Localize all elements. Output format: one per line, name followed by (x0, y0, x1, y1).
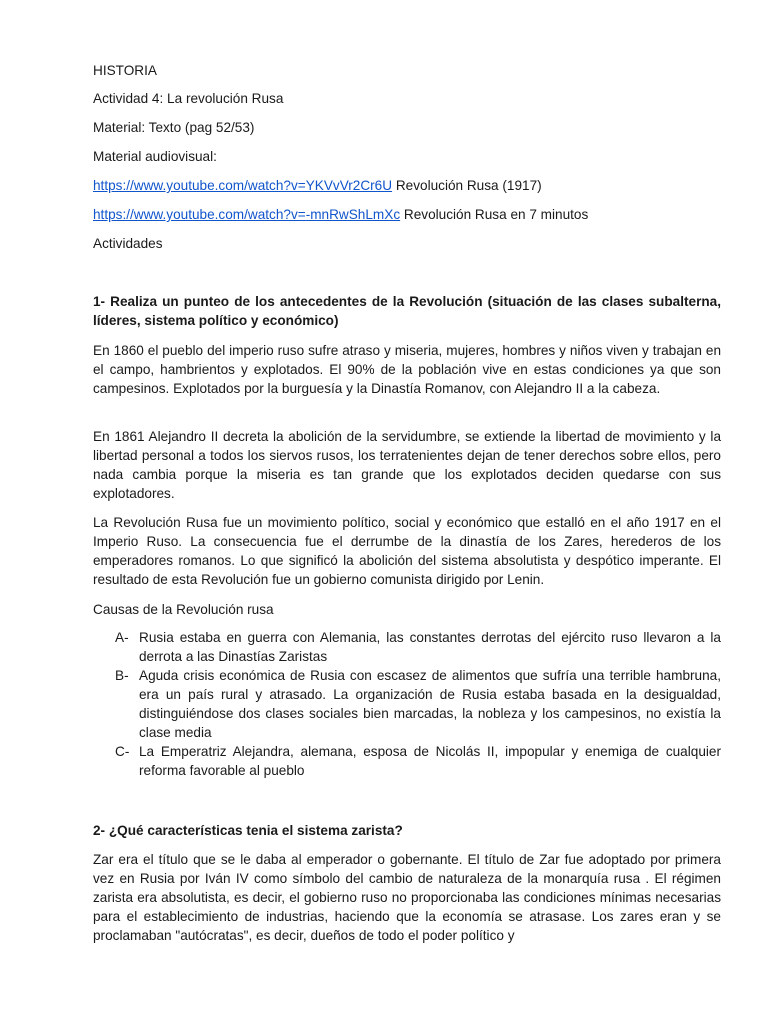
q1-paragraph-1: En 1860 el pueblo del imperio ruso sufre atraso y miseria, mujeres, hombres y niños viven y trabajan en el campo, hambrientos y explotados. El 90% de la población vive en estas condiciones ya que son campesinos. Explotados por la burguesía y la Dinastía Romanov, con Alejandro II a la cabeza. (93, 343, 721, 396)
video-link-2[interactable]: https://www.youtube.com/watch?v=-mnRwShLmXc (93, 207, 401, 222)
video-link-1[interactable]: https://www.youtube.com/watch?v=YKVvVr2Cr6U (93, 178, 393, 193)
activity-title: Actividad 4: La revolución Rusa (93, 91, 284, 106)
list-marker: C- (115, 744, 130, 759)
material-text: Material: Texto (pag 52/53) (93, 120, 255, 135)
list-marker: B- (115, 668, 129, 683)
video-link-2-desc: Revolución Rusa en 7 minutos (400, 207, 589, 222)
question-2-title: 2- ¿Qué características tenia el sistema zarista? (93, 823, 403, 838)
video-link-line-1 (93, 176, 721, 195)
audiovisual-label: Material audiovisual: (93, 149, 217, 164)
causes-list (93, 628, 721, 780)
list-item (93, 628, 721, 666)
list-item (93, 742, 721, 780)
q1-paragraph-2: En 1861 Alejandro II decreta la abolición de la servidumbre, se extiende la libertad de movimiento y la libertad personal a todos los siervos rusos, los terratenientes dejan de tener derechos sobre ellos, pero nada cambia porque la miseria es tan grande que los explotados deciden quedarse con sus explotadores. (93, 429, 721, 501)
list-item-text: Rusia estaba en guerra con Alemania, las constantes derrotas del ejército ruso llevaron a la derrota a las Dinastías Zaristas (139, 630, 721, 664)
q1-paragraph-3: La Revolución Rusa fue un movimiento político, social y económico que estalló en el año 1917 en el Imperio Ruso. La consecuencia fue el derrumbe de la dinastía de los Zares, herederos de los emperadores romanos. Lo que significó la abolición del sistema absolutista y despótico imperante. El resultado de esta Revolución fue un gobierno comunista dirigido por Lenin. (93, 515, 721, 587)
video-link-line-2 (93, 205, 721, 224)
list-item-text: Aguda crisis económica de Rusia con escasez de alimentos que sufría una terrible hambruna, era un país rural y atrasado. La organización de Rusia estaba basada en la desigualdad, distinguiéndose dos clases sociales bien marcadas, la nobleza y los campesinos, no existía la clase media (139, 668, 721, 740)
list-marker: A- (115, 630, 129, 645)
video-link-1-desc: Revolución Rusa (1917) (392, 178, 542, 193)
causes-title: Causas de la Revolución rusa (93, 602, 274, 617)
subject-heading: HISTORIA (93, 63, 157, 78)
question-1-title: 1- Realiza un punteo de los antecedentes de la Revolución (situación de las clases subalterna, líderes, sistema político y económico) (93, 294, 721, 328)
list-item (93, 666, 721, 742)
list-item-text: La Emperatriz Alejandra, alemana, esposa de Nicolás II, impopular y enemiga de cualquier reforma favorable al pueblo (139, 744, 721, 778)
activities-label: Actividades (93, 236, 163, 251)
q2-paragraph: Zar era el título que se le daba al emperador o gobernante. El título de Zar fue adoptado por primera vez en Rusia por Iván IV como símbolo del cambio de naturaleza de la monarquía rusa . El régimen zarista era absolutista, es decir, el gobierno ruso no proporcionaba las condiciones mínimas necesarias para el establecimiento de industrias, haciendo que la economía se atrasase. Los zares eran y se proclamaban "autócratas", es decir, dueños de todo el poder político y (93, 852, 721, 943)
